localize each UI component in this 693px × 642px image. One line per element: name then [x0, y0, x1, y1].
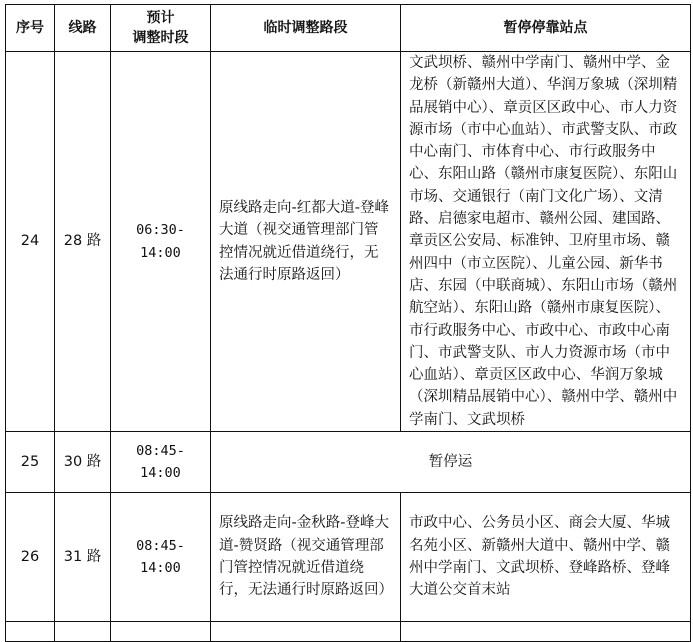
header-time	[111, 5, 211, 52]
table-row	[6, 432, 691, 493]
header-row	[6, 5, 691, 52]
header-section: 临时调整路段	[211, 5, 401, 52]
cell-section: 原线路走向-金秋路-登峰大道-赞贤路（视交通管理部门管控情况就近借道绕行，无法通行时原路返回）	[211, 493, 401, 622]
cell-time: 08:45-14:00	[111, 493, 211, 622]
cell-route: 31 路	[55, 493, 111, 622]
route-adjustment-table	[5, 4, 691, 642]
cell-section: 原线路走向-红都大道-登峰大道（视交通管理部门管控情况就近借道绕行，无法通行时原路返回）	[211, 52, 401, 432]
cell-time: 08:45-14:00	[111, 432, 211, 493]
cell-seq: 26	[6, 493, 55, 622]
header-time-line1: 预计	[146, 10, 175, 26]
cell-seq: 24	[6, 52, 55, 432]
cell-route: 28 路	[55, 52, 111, 432]
table-row	[6, 493, 691, 622]
cell-time: 06:30-14:00	[111, 52, 211, 432]
header-route: 线路	[55, 5, 111, 52]
cell-suspended: 暂停运	[211, 432, 691, 493]
table-row	[6, 52, 691, 432]
table-row-partial	[6, 622, 691, 642]
header-time-line2: 调整时段	[132, 30, 189, 46]
cell-stops: 文武坝桥、赣州中学南门、赣州中学、金龙桥（新赣州大道）、华润万象城（深圳精品展销中心）、章贡区区政中心、市人力资源市场（市中心血站）、市武警支队、市政中心南门、市体育中心、市行政服务中心、东阳山路（赣州市康复医院）、东阳山市场、交通银行（南门文化广场）、文清路、启德家电超市、赣州公园、建国路、章贡区公安局、标准钟、卫府里市场、赣州四中（市立医院）、儿童公园、新华书店、东园（中联商城）、东阳山市场（赣州航空站）、东阳山路（赣州市康复医院）、市行政服务中心、市政中心、市政中心南门、市武警支队、市人力资源市场（市中心血站）、章贡区区政中心、华润万象城（深圳精品展销中心）、赣州中学、赣州中学南门、文武坝桥	[401, 52, 691, 432]
header-stops: 暂停停靠站点	[401, 5, 691, 52]
cell-seq: 25	[6, 432, 55, 493]
cell-route: 30 路	[55, 432, 111, 493]
cell-stops: 市政中心、公务员小区、商会大厦、华城名苑小区、新赣州大道中、赣州中学、赣州中学南门、文武坝桥、登峰路桥、登峰大道公交首末站	[401, 493, 691, 622]
header-seq: 序号	[6, 5, 55, 52]
